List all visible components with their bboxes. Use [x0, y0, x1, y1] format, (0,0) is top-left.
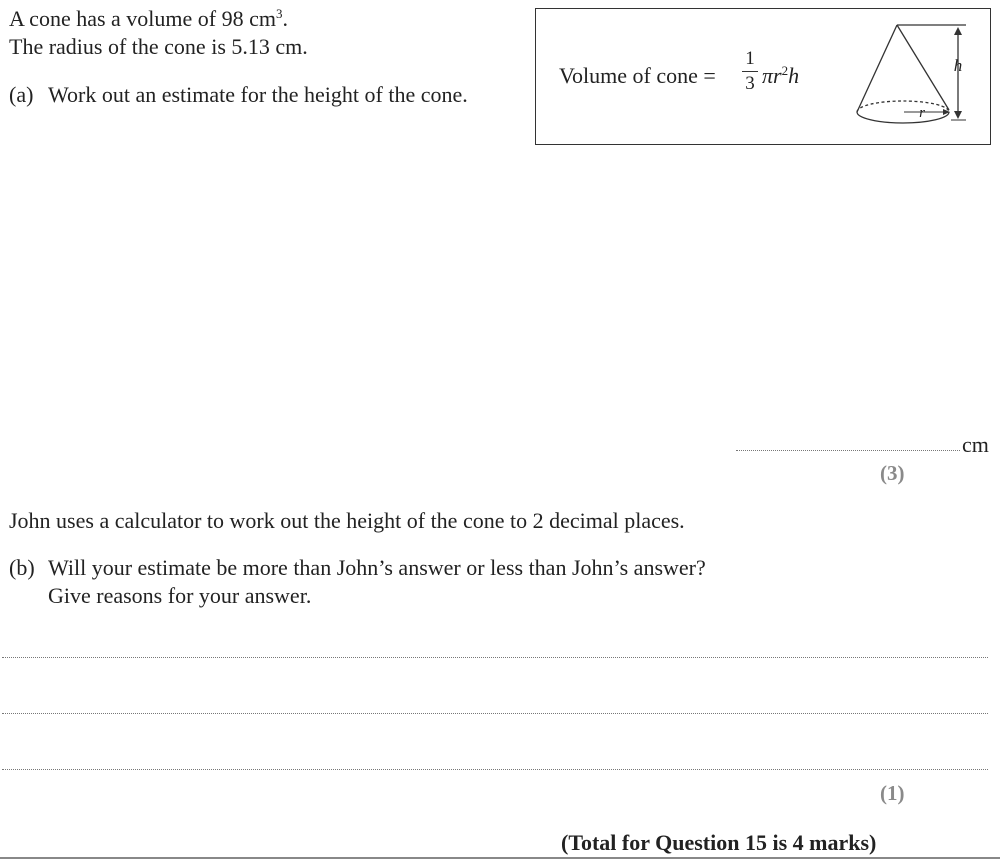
formula-r-sup: 2: [781, 63, 789, 78]
question-intro-volume: [9, 8, 288, 30]
part-a-answer-line[interactable]: [736, 450, 960, 451]
formula-lhs: Volume of cone =: [559, 63, 716, 88]
cone-diagram: [846, 19, 986, 134]
john-text: John uses a calculator to work out the height of the cone to 2 decimal places.: [9, 508, 685, 533]
intro-volume-sup: 3: [276, 6, 283, 21]
part-b-answer-line-2[interactable]: [2, 713, 988, 714]
formula-fraction: [742, 49, 758, 94]
fraction-denominator: 3: [745, 73, 755, 94]
formula-box: [535, 8, 991, 145]
height-arrow-up: [954, 27, 962, 35]
part-b-label: (b): [9, 555, 35, 580]
cone-left-edge: [857, 25, 897, 112]
cone-right-edge: [897, 25, 949, 110]
part-a-text: Work out an estimate for the height of the cone.: [48, 82, 468, 107]
part-a-unit: cm: [962, 432, 989, 457]
fraction-bar: [742, 71, 758, 72]
intro-volume-suffix: .: [282, 6, 288, 31]
height-label: h: [953, 56, 963, 75]
formula-h: h: [788, 63, 800, 88]
part-b-marks: (1): [880, 781, 905, 805]
formula-r: r: [773, 63, 782, 88]
formula-pi: π: [762, 63, 774, 88]
cone-base-back: [857, 101, 949, 112]
part-b-answer-line-3[interactable]: [2, 769, 988, 770]
formula-rhs: [762, 65, 799, 87]
part-a-label: (a): [9, 82, 34, 107]
height-arrow-down: [954, 111, 962, 119]
radius-label: r: [919, 105, 925, 121]
intro-volume-text: A cone has a volume of 98 cm: [9, 6, 276, 31]
fraction-numerator: 1: [745, 48, 755, 69]
part-b-question: Will your estimate be more than John’s answer or less than John’s answer?: [48, 555, 706, 580]
part-a-marks: (3): [880, 461, 905, 485]
cone-base-front: [857, 112, 949, 123]
page-bottom-rule: [0, 857, 1000, 859]
part-b-answer-line-1[interactable]: [2, 657, 988, 658]
part-b-instruction: Give reasons for your answer.: [48, 583, 312, 608]
question-intro-radius: The radius of the cone is 5.13 cm.: [9, 34, 308, 59]
question-total: (Total for Question 15 is 4 marks): [561, 830, 877, 855]
